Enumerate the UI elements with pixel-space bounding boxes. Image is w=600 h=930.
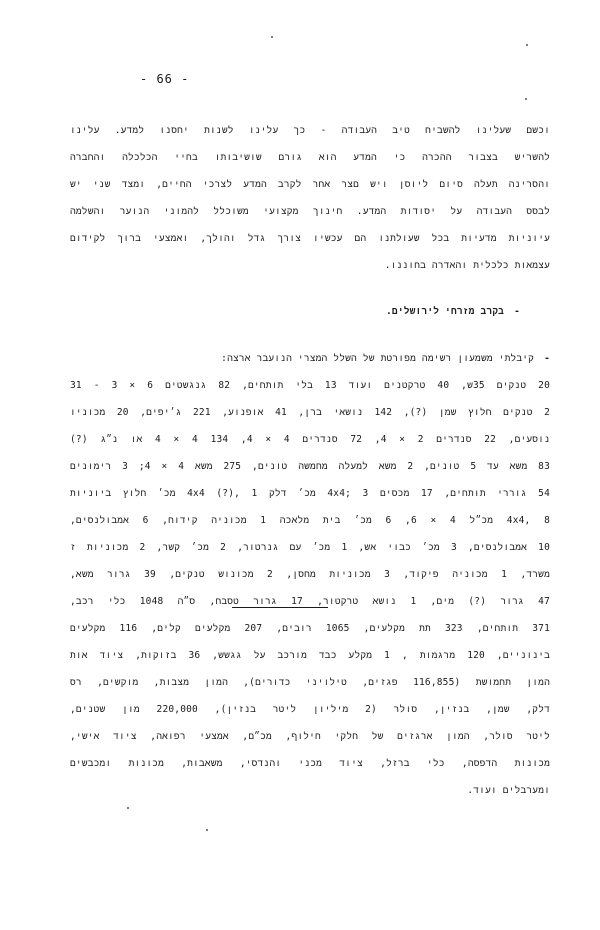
intro-dash: - — [544, 353, 550, 364]
paragraph2-line: נוסעים, 22 סנדרים 2 × 4, 72 סנדרים 4 × 4, 134 4 × 4 או נ״ג (?) — [70, 434, 550, 445]
paragraph1-line: והסרינה תעלה סיום ליוסן ויש םצר אחר לקרב המדע לצרכי החיים, ומצד שני יש — [70, 179, 550, 190]
page-number: - 66 - — [140, 72, 190, 86]
paragraph1-line: לבסס העבודה על יסודות המדע. חינוך מקצועי משוכלל להמוני הנוער והשלמה — [70, 206, 550, 217]
paragraph2-intro — [70, 352, 550, 365]
paragraph2-line: דלק, שמן, בנזין, סולר (2 מיליון ליטר בנזין), 220,000 מון שטנים, — [70, 704, 550, 715]
paragraph2-line: 10 אמבולנסים, 3 מכ׳ כבוי אש, 1 מכ׳ עם גנרטור, 2 מכ׳ קשר, 2 מכוניות ז — [70, 542, 550, 553]
underline-mark — [232, 607, 328, 608]
paragraph2-line: משרד, 1 מכוניה פיקוד, 3 מכוניות מחסן, 2 מכונוש טנקים, 39 גרור משא, — [70, 569, 550, 580]
paragraph1-line: וכשם שעלינו להשביח טיב העבודה - כך עלינו לשנות יחסנו למדע. עלינו — [70, 125, 550, 136]
paragraph2-line: ליטר סולר, המון ארגזים של חלקי חילוף, מכ״ם, אמצעי רפואה, ציוד אישי, — [70, 731, 550, 742]
paragraph1-line: עצמאות כלכלית והאדרה בחוננו. — [384, 260, 550, 271]
section-heading — [386, 305, 520, 318]
scan-speck — [206, 829, 208, 831]
scan-speck — [526, 44, 528, 46]
paragraph2-line: 371 תותחים, 323 תת מקלעים, 1065 רובים, 207 מקלעים קלים, 116 מקלעים — [70, 623, 550, 634]
heading-text: בקרב מזרחי לירושלים. — [386, 306, 505, 317]
paragraph2-line: 47 גרור (?) מים, 1 נושא טרקטור, 17 גרור טסבח, ס״ה 1048 כלי רכב, — [70, 596, 550, 607]
paragraph2-line: בינוניים, 120 מרגמות , 1 מקלע כבד מורכב על גגשש, 36 בזוקות, ציוד אות — [70, 650, 550, 661]
paragraph2-line: 83 משא עד 5 טונים, 2 משא למעלה מחמשה טונים, 275 משא 4 × 4; 3 רימונים — [70, 461, 550, 472]
scan-speck — [271, 36, 273, 38]
paragraph2-line: 20 טנקים 35ש, 40 טרקטנים ועוד 13 בלי תותחים, 82 גנגשטים 6 × 3 - 31 — [70, 380, 550, 391]
paragraph2-line: 2 טנקים חלוץ שמן (?), 142 נושאי ברן, 41 אופנוע, 221 ג׳יפים, 20 מכוניו — [70, 407, 550, 418]
paragraph2-line: 54 גוררי תותחים, 17 מכסים 4x4; 3 מכ׳ דלק 4x4 (?), 1 מכ׳ חלוץ ביוניות — [70, 488, 550, 499]
paragraph2-line: מכונות הדפסה, כלי ברזל, ציוד מכני והנדסי, משאבות, מכונות ומכבשים — [70, 758, 550, 769]
scan-speck — [525, 98, 527, 100]
paragraph2-line: ומערבלים ועוד. — [467, 785, 550, 796]
intro-text: קיבלתי משמעון רשימה מפורטת של השלל המצרי הנועבר ארצה: — [221, 353, 535, 364]
paragraph1-line: עיוניות מדעיות בכל שעולתנו הם עכשיו צורך גדל והולך, ואמצעי ברוך לקידום — [70, 233, 550, 244]
scan-speck — [127, 807, 129, 809]
paragraph2-line: 4x4, 8 מכ״ל 4 × 6, 6 מכ׳ בית מלאכה 1 מכוניה קידוח, 6 אמבולנסים, — [70, 515, 550, 526]
paragraph1-line: להשריש בצבור ההכרה כי המדע הוא גורם שושיבותו בחיי הכלכלה והחברה — [70, 152, 550, 163]
heading-dash: - — [514, 306, 520, 317]
paragraph2-line: המון תחמושת (116,855 פגזים, טילויני כדורים), המון מצבות, מוקשים, רס — [70, 677, 550, 688]
